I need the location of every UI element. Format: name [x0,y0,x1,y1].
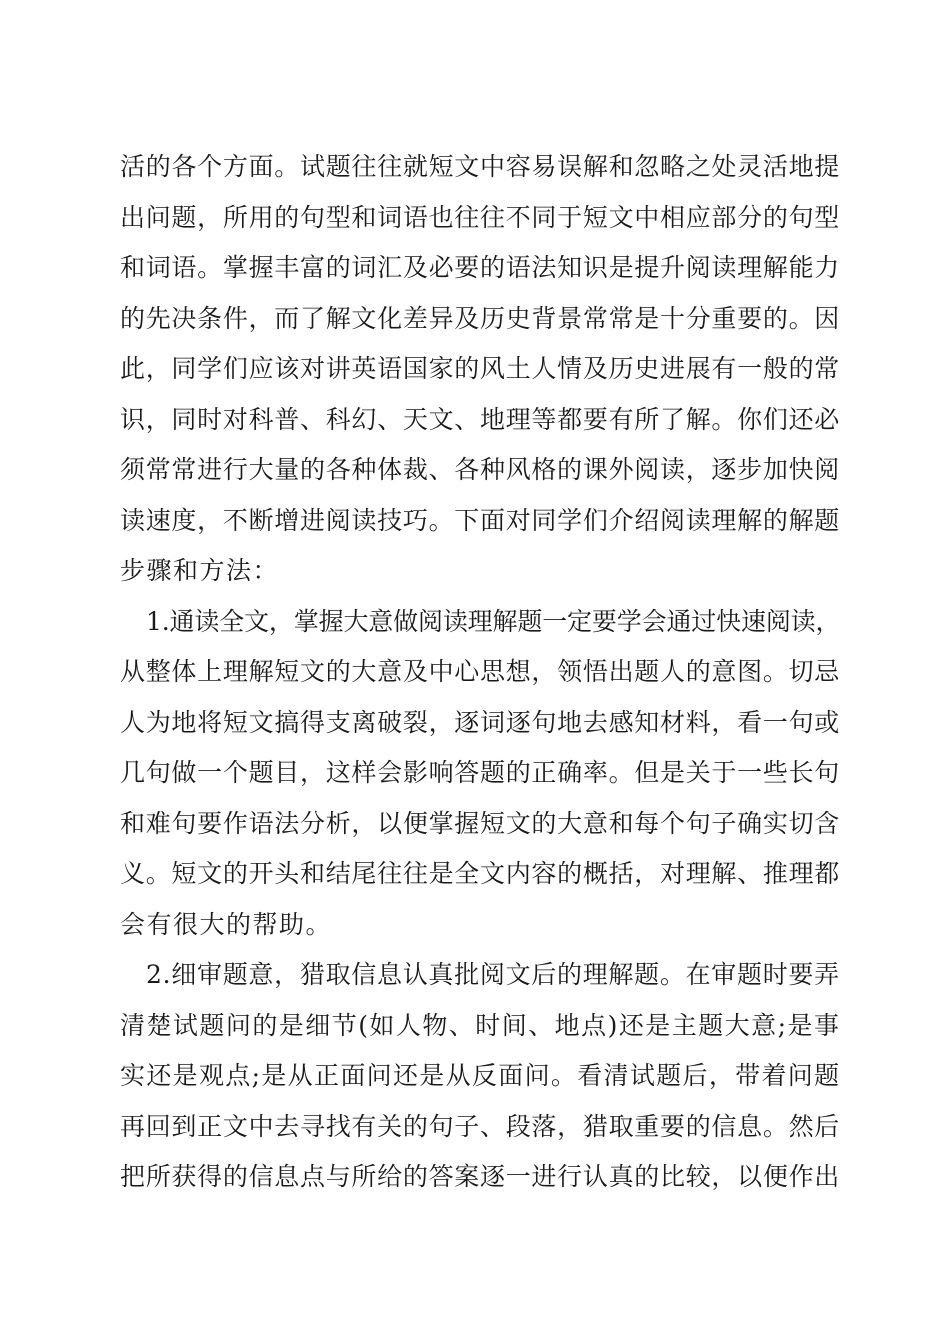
text-line: 的先决条件，而了解文化差异及历史背景常常是十分重要的。因 [120,303,841,333]
text-line: 几句做一个题目，这样会影响答题的正确率。但是关于一些长句 [120,758,841,787]
text-line: 读速度，不断增进阅读技巧。下面对同学们介绍阅读理解的解题 [120,505,841,535]
text-line: 把所获得的信息点与所给的答案逐一进行认真的比较，以便作出 [120,1162,841,1191]
text-line: 须常常进行大量的各种体裁、各种风格的课外阅读，逐步加快阅 [120,455,841,484]
text-line: 和难句要作语法分析，以便掌握短文的大意和每个句子确实切含 [120,808,841,838]
document-body [120,142,840,1203]
text-line: 识，同时对科普、科幻、天文、地理等都要有所了解。你们还必 [120,404,841,434]
text-line: 会有很大的帮助。 [120,909,333,939]
text-line: 出问题，所用的句型和词语也往往不同于短文中相应部分的句型 [120,202,841,232]
numbered-item-heading-line: 1.通读全文，掌握大意做阅读理解题一定要学会通过快速阅读， [146,606,841,636]
numbered-item-heading-line: 2.细审题意，猎取信息认真批阅文后的理解题。在审题时要弄 [146,960,840,989]
text-line: 再回到正文中去寻找有关的句子、段落，猎取重要的信息。然后 [120,1111,841,1141]
text-line: 和词语。掌握丰富的词汇及必要的语法知识是提升阅读理解能力 [120,253,841,282]
text-line: 从整体上理解短文的大意及中心思想，领悟出题人的意图。切忌 [120,657,841,686]
text-line: 义。短文的开头和结尾往往是全文内容的概括，对理解、推理都 [120,859,841,888]
text-line: 清楚试题问的是细节(如人物、时间、地点)还是主题大意;是事 [120,1010,841,1040]
text-line: 活的各个方面。试题往往就短文中容易误解和忽略之处灵活地提 [120,152,841,181]
text-line: 步骤和方法： [120,556,280,585]
text-line: 此，同学们应该对讲英语国家的风土人情及历史进展有一般的常 [120,354,841,383]
text-line: 实还是观点;是从正面问还是从反面问。看清试题后，带着问题 [120,1061,841,1090]
text-line: 人为地将短文搞得支离破裂，逐词逐句地去感知材料，看一句或 [120,707,841,737]
